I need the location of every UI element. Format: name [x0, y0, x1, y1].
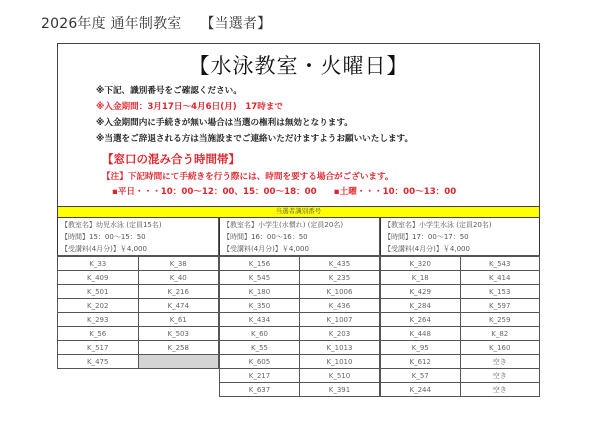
winner-id-header: 当選者識別番号	[57, 206, 540, 218]
table-row	[220, 355, 380, 369]
table-row	[381, 313, 540, 327]
id-cell: K_391	[300, 383, 380, 397]
class-fee: 【受講料(4月分)】￥4,000	[223, 245, 309, 253]
id-cell: K_33	[58, 257, 139, 271]
table-row	[58, 313, 219, 327]
notice-line-invalid: ※入金期間内に手続きが無い場合は当選の権利は無効となります。	[96, 118, 353, 128]
id-cell: K_156	[220, 257, 300, 271]
table-row	[58, 257, 219, 271]
id-cell: K_60	[220, 327, 300, 341]
table-row	[58, 341, 219, 355]
winner-id-table	[219, 256, 380, 397]
id-cell: K_180	[220, 285, 300, 299]
id-cell: K_217	[220, 369, 300, 383]
winner-id-table	[57, 256, 219, 369]
notice-title: 【水泳教室・火曜日】	[188, 54, 409, 78]
table-row	[58, 285, 219, 299]
table-row	[58, 355, 219, 369]
class-info	[219, 218, 380, 256]
id-cell: K_244	[381, 383, 461, 397]
id-cell: K_597	[460, 299, 540, 313]
vacancy-cell: 空き	[460, 369, 540, 383]
table-row	[381, 341, 540, 355]
busy-hours-note: 【注】下記時間にて手続きを行う際には、時間を要する場合がございます。	[102, 172, 394, 182]
id-cell: K_545	[220, 271, 300, 285]
id-cell: K_435	[300, 257, 380, 271]
notice-line-payment-period: ※入金期間：3月17日～4月6日(月) 17時まで	[96, 102, 283, 112]
id-cell: K_517	[58, 341, 139, 355]
id-cell: K_264	[381, 313, 461, 327]
id-cell: K_57	[381, 369, 461, 383]
id-cell: K_293	[58, 313, 139, 327]
id-cell: K_259	[460, 313, 540, 327]
id-cell: K_82	[460, 327, 540, 341]
class-name: 【教室名】小学生水泳 (定員20名)	[384, 221, 492, 229]
class-time: 【時間】17：00～17：50	[384, 233, 469, 241]
busy-hours-times: ▪平日・・・10：00～12：00、15：00～18：00 ▪土曜・・・10：00～13：00	[112, 187, 457, 197]
id-cell: K_612	[381, 355, 461, 369]
id-cell: K_61	[138, 313, 219, 327]
id-cell: K_409	[58, 271, 139, 285]
table-row	[381, 257, 540, 271]
id-cell: K_95	[381, 341, 461, 355]
table-row	[381, 327, 540, 341]
notice-line-decline: ※当選をご辞退される方は当施設までご連絡いただけますようお願いいたします。	[96, 134, 414, 144]
id-cell: K_605	[220, 355, 300, 369]
id-cell: K_1013	[300, 341, 380, 355]
table-row	[381, 285, 540, 299]
id-cell: K_38	[138, 257, 219, 271]
table-row	[58, 327, 219, 341]
table-row	[381, 369, 540, 383]
id-cell: K_202	[58, 299, 139, 313]
table-row	[220, 299, 380, 313]
id-cell: K_434	[220, 313, 300, 327]
table-row	[381, 355, 540, 369]
id-cell: K_1010	[300, 355, 380, 369]
class-fee: 【受講料(4月分)】￥4,000	[384, 245, 470, 253]
table-row	[220, 383, 380, 397]
table-row	[220, 341, 380, 355]
table-row	[220, 271, 380, 285]
id-cell: K_436	[300, 299, 380, 313]
table-row	[220, 285, 380, 299]
id-cell: K_414	[460, 271, 540, 285]
id-cell: K_1006	[300, 285, 380, 299]
id-cell: K_320	[381, 257, 461, 271]
busy-hours-title: 【窓口の混み合う時間帯】	[102, 152, 240, 166]
vacancy-cell: 空き	[460, 355, 540, 369]
id-cell: K_350	[220, 299, 300, 313]
class-block-elementary-swimming	[380, 218, 540, 397]
table-row	[220, 327, 380, 341]
id-cell: K_448	[381, 327, 461, 341]
class-info	[380, 218, 540, 256]
table-row	[381, 271, 540, 285]
class-fee: 【受講料(4月分)】￥4,000	[61, 245, 147, 253]
table-row	[220, 369, 380, 383]
id-cell: K_203	[300, 327, 380, 341]
id-cell: K_160	[460, 341, 540, 355]
id-cell: K_501	[58, 285, 139, 299]
page-heading: 2026年度 通年制教室 【当選者】	[41, 16, 272, 32]
id-cell: K_258	[138, 341, 219, 355]
notice-box	[57, 43, 540, 206]
class-name: 【教室名】幼児水泳 (定員15名)	[61, 221, 162, 229]
table-row	[381, 299, 540, 313]
id-cell: K_637	[220, 383, 300, 397]
table-row	[220, 313, 380, 327]
id-cell: K_153	[460, 285, 540, 299]
id-cell: K_284	[381, 299, 461, 313]
id-cell: K_474	[138, 299, 219, 313]
id-cell: K_56	[58, 327, 139, 341]
class-time: 【時間】15：00～15：50	[61, 233, 146, 241]
table-row	[58, 299, 219, 313]
winner-id-table	[380, 256, 540, 397]
class-block-elementary-water-acclimation	[219, 218, 380, 397]
id-cell: K_40	[138, 271, 219, 285]
id-cell: K_475	[58, 355, 139, 369]
id-cell: K_235	[300, 271, 380, 285]
id-cell: K_510	[300, 369, 380, 383]
table-row	[381, 383, 540, 397]
table-row	[220, 257, 380, 271]
id-cell: K_18	[381, 271, 461, 285]
id-cell: K_543	[460, 257, 540, 271]
empty-cell	[138, 355, 219, 369]
id-cell: K_55	[220, 341, 300, 355]
table-row	[58, 271, 219, 285]
id-cell: K_503	[138, 327, 219, 341]
class-name: 【教室名】小学生(水慣れ) (定員20名)	[223, 221, 344, 229]
class-time: 【時間】16：00～16：50	[223, 233, 308, 241]
id-cell: K_216	[138, 285, 219, 299]
vacancy-cell: 空き	[460, 383, 540, 397]
id-cell: K_429	[381, 285, 461, 299]
class-block-infant	[57, 218, 219, 369]
id-cell: K_1007	[300, 313, 380, 327]
notice-line-confirm-id: ※下記、識別番号をご確認ください。	[96, 86, 242, 96]
class-info	[57, 218, 219, 256]
